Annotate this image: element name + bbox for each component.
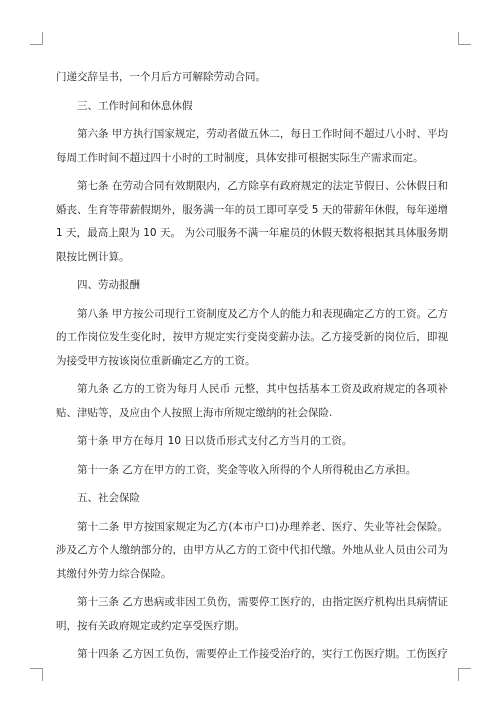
crop-mark-top-right (458, 32, 471, 45)
paragraph-continuation: 门递交辞呈书，一个月后方可解除劳动合同。 (56, 71, 266, 83)
article-7: 第七条 在劳动合同有效期限内，乙方除享有政府规定的法定节假日、公休假日和婚丧、生育等带薪假期外，服务满一年的员工即可享受 5 天的带薪年休假，每年递增 1 天，最高上限为 10 天。 为公司服务不满一年雇员的休假天数将根据其具体服务期限按比例计算。 (56, 180, 448, 263)
crop-mark-bottom-right (458, 668, 471, 681)
article-8: 第八条 甲方按公司现行工资制度及乙方个人的能力和表现确定乙方的工资。乙方的工作岗位发生变化时，按甲方规定实行变岗变薪办法。乙方接受新的岗位后，即视为接受甲方按该岗位重新确定乙方的工资。 (56, 307, 448, 367)
article-12: 第十二条 甲方按国家规定为乙方(本市户口)办理养老、医疗、失业等社会保险。涉及乙方个人缴纳部分的，由甲方从乙方的工资中代扣代缴。外地从业人员由公司为其缴付外劳力综合保险。 (56, 520, 448, 580)
crop-mark-top-left (30, 32, 43, 45)
section-heading-work-hours: 三、工作时间和休息休假 (77, 99, 193, 112)
document-body (56, 66, 448, 672)
article-6: 第六条 甲方执行国家规定，劳动者做五休二，每日工作时间不超过八小时、平均每周工作时间不超过四十小时的工时制度，具体安排可根据实际生产需求而定。 (56, 128, 448, 164)
article-13: 第十三条 乙方患病或非因工负伤，需要停工医疗的，由指定医疗机构出具病情证明，按有关政府规定或约定享受医疗期。 (56, 596, 448, 632)
article-14: 第十四条 乙方因工负伤，需要停止工作接受治疗的，实行工伤医疗期。工伤医疗 (77, 648, 448, 660)
section-heading-social-insurance: 五、社会保险 (77, 492, 140, 504)
article-9: 第九条 乙方的工资为每月人民币 元整，其中包括基本工资及政府规定的各项补贴、津贴等，及应由个人按照上海市所规定缴纳的社会保险. (56, 383, 448, 419)
article-10: 第十条 甲方在每月 10 日以货币形式支付乙方当月的工资。 (77, 435, 353, 447)
crop-mark-bottom-left (30, 668, 43, 681)
article-11: 第十一条 乙方在甲方的工资，奖金等收入所得的个人所得税由乙方承担。 (77, 463, 417, 476)
section-heading-compensation: 四、劳动报酬 (77, 279, 140, 291)
